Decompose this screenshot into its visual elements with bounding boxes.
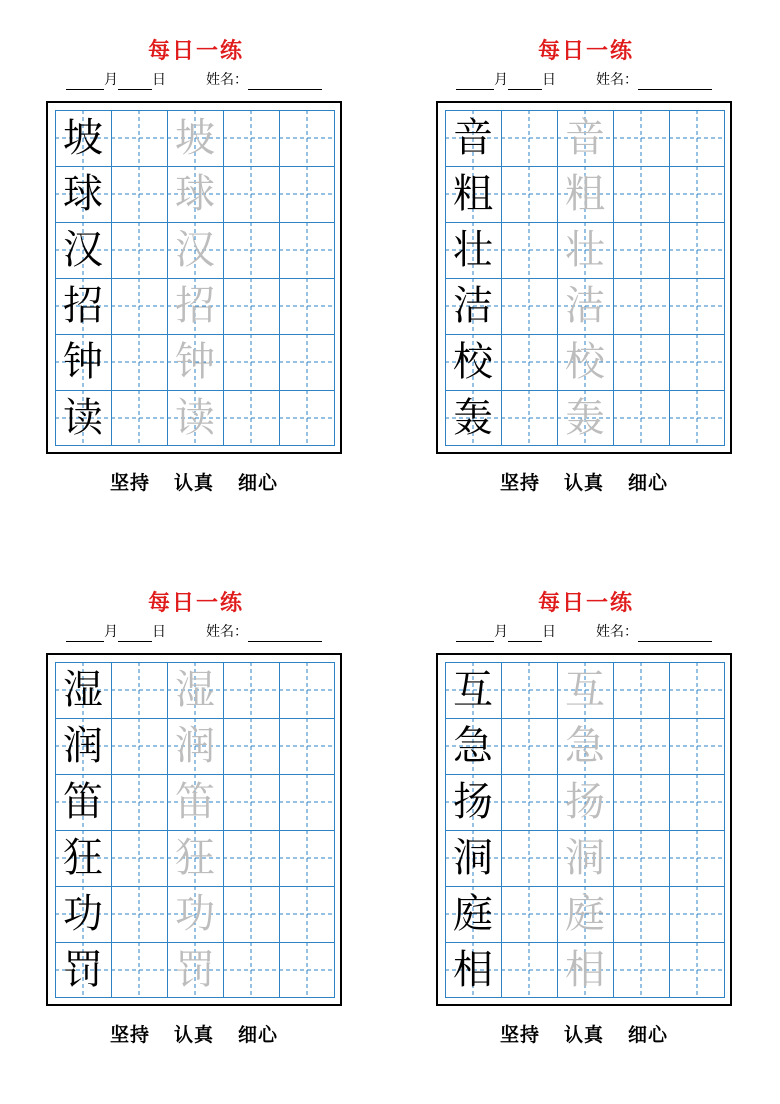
card-title: 每日一练 <box>537 38 634 64</box>
model-character: 润 <box>63 723 103 769</box>
trace-character: 急 <box>565 723 605 769</box>
day-blank[interactable] <box>508 75 542 90</box>
model-character: 急 <box>453 723 493 769</box>
tianzige-grid[interactable] <box>445 110 725 446</box>
motto-word: 细心 <box>238 472 279 494</box>
practice-card-1 <box>46 36 346 506</box>
trace-character: 互 <box>565 667 605 713</box>
model-character: 音 <box>453 115 493 161</box>
motto-word: 坚持 <box>499 472 540 494</box>
model-character: 庭 <box>453 891 493 937</box>
date-name-line <box>456 622 746 642</box>
model-character: 汉 <box>63 227 103 273</box>
name-label: 姓名： <box>206 72 248 88</box>
date-name-line <box>456 70 746 90</box>
tianzige-grid[interactable] <box>55 110 335 446</box>
day-label: 日 <box>152 72 166 88</box>
month-blank[interactable] <box>456 627 494 642</box>
name-blank[interactable] <box>638 627 712 642</box>
motto-word: 细心 <box>238 1024 279 1046</box>
trace-character: 钟 <box>175 339 215 385</box>
name-label: 姓名： <box>596 72 638 88</box>
trace-character: 功 <box>175 891 215 937</box>
model-character: 轰 <box>453 395 493 441</box>
day-label: 日 <box>542 72 556 88</box>
model-character: 狂 <box>63 835 103 881</box>
trace-character: 坡 <box>175 115 215 161</box>
trace-character: 轰 <box>565 395 605 441</box>
model-character: 招 <box>63 283 103 329</box>
trace-character: 狂 <box>175 835 215 881</box>
trace-character: 球 <box>175 171 215 217</box>
trace-character: 湿 <box>175 667 215 713</box>
trace-character: 相 <box>565 947 605 993</box>
model-character: 湿 <box>63 667 103 713</box>
character-rows <box>445 662 725 998</box>
character-rows <box>55 662 335 998</box>
motto-word: 细心 <box>628 472 669 494</box>
name-blank[interactable] <box>248 627 322 642</box>
trace-character: 读 <box>175 395 215 441</box>
model-character: 互 <box>453 667 493 713</box>
month-blank[interactable] <box>456 75 494 90</box>
model-character: 罚 <box>63 947 103 993</box>
motto-word: 细心 <box>628 1024 669 1046</box>
card-title: 每日一练 <box>147 38 244 64</box>
tianzige-grid[interactable] <box>445 662 725 998</box>
model-character: 功 <box>63 891 103 937</box>
card-title: 每日一练 <box>537 590 634 616</box>
writing-grid-frame <box>436 653 732 1006</box>
name-label: 姓名： <box>596 624 638 640</box>
trace-character: 洁 <box>565 283 605 329</box>
day-blank[interactable] <box>118 75 152 90</box>
motto-word: 认真 <box>563 472 604 494</box>
character-rows <box>55 110 335 446</box>
name-label: 姓名： <box>206 624 248 640</box>
trace-character: 壮 <box>565 227 605 273</box>
character-rows <box>445 110 725 446</box>
day-blank[interactable] <box>508 627 542 642</box>
name-blank[interactable] <box>248 75 322 90</box>
motto-word: 认真 <box>563 1024 604 1046</box>
model-character: 相 <box>453 947 493 993</box>
date-name-line <box>66 622 356 642</box>
month-blank[interactable] <box>66 75 104 90</box>
day-label: 日 <box>542 624 556 640</box>
writing-grid-frame <box>436 101 732 454</box>
motto-line <box>46 1020 342 1047</box>
month-label: 月 <box>104 624 118 640</box>
month-label: 月 <box>104 72 118 88</box>
trace-character: 罚 <box>175 947 215 993</box>
practice-card-2 <box>436 36 736 506</box>
name-blank[interactable] <box>638 75 712 90</box>
motto-word: 认真 <box>173 472 214 494</box>
motto-word: 坚持 <box>109 1024 150 1046</box>
model-character: 洁 <box>453 283 493 329</box>
model-character: 粗 <box>453 171 493 217</box>
model-character: 扬 <box>453 779 493 825</box>
model-character: 钟 <box>63 339 103 385</box>
tianzige-grid[interactable] <box>55 662 335 998</box>
day-blank[interactable] <box>118 627 152 642</box>
model-character: 球 <box>63 171 103 217</box>
motto-line <box>46 468 342 495</box>
trace-character: 扬 <box>565 779 605 825</box>
model-character: 笛 <box>63 779 103 825</box>
motto-line <box>436 1020 732 1047</box>
trace-character: 音 <box>565 115 605 161</box>
trace-character: 润 <box>175 723 215 769</box>
trace-character: 校 <box>565 339 605 385</box>
model-character: 读 <box>63 395 103 441</box>
trace-character: 庭 <box>565 891 605 937</box>
date-name-line <box>66 70 356 90</box>
motto-word: 坚持 <box>499 1024 540 1046</box>
writing-grid-frame <box>46 101 342 454</box>
trace-character: 汉 <box>175 227 215 273</box>
motto-line <box>436 468 732 495</box>
model-character: 洞 <box>453 835 493 881</box>
trace-character: 粗 <box>565 171 605 217</box>
month-label: 月 <box>494 72 508 88</box>
model-character: 壮 <box>453 227 493 273</box>
day-label: 日 <box>152 624 166 640</box>
trace-character: 笛 <box>175 779 215 825</box>
model-character: 坡 <box>63 115 103 161</box>
trace-character: 洞 <box>565 835 605 881</box>
card-title: 每日一练 <box>147 590 244 616</box>
practice-card-4 <box>436 588 736 1058</box>
writing-grid-frame <box>46 653 342 1006</box>
motto-word: 坚持 <box>109 472 150 494</box>
motto-word: 认真 <box>173 1024 214 1046</box>
practice-card-3 <box>46 588 346 1058</box>
model-character: 校 <box>453 339 493 385</box>
trace-character: 招 <box>175 283 215 329</box>
month-blank[interactable] <box>66 627 104 642</box>
month-label: 月 <box>494 624 508 640</box>
